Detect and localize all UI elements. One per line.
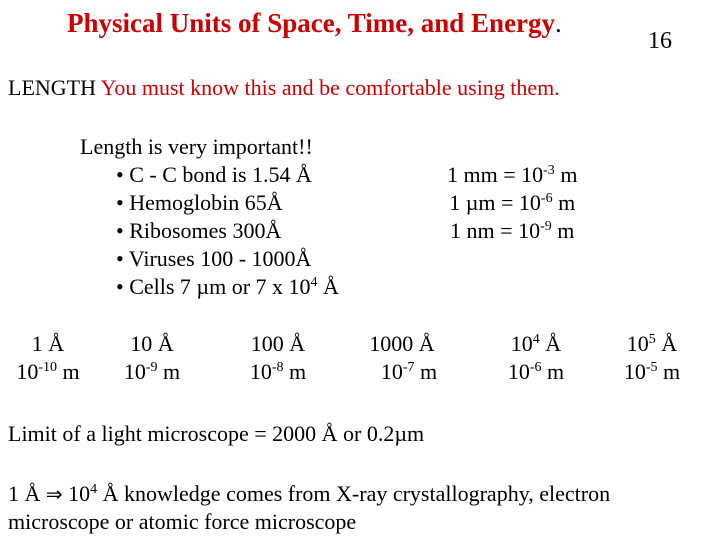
scale-item	[494, 330, 578, 386]
ang-exp: 4	[532, 332, 540, 347]
meter-base: 10	[623, 359, 646, 384]
slide-title	[67, 8, 562, 39]
scale-item	[112, 330, 192, 386]
slide-title-dot: .	[555, 8, 562, 38]
scale-meter	[8, 358, 88, 386]
ang-suffix: Å	[655, 331, 678, 356]
conversion-left: 1 µm = 10	[449, 190, 541, 215]
conversion-row	[447, 217, 577, 245]
list-item-cells	[80, 273, 339, 301]
scale-meter	[494, 358, 578, 386]
conversion-exp: -3	[543, 163, 555, 178]
list-item: • Ribosomes 300Å	[116, 218, 282, 243]
scale-angstrom: 100 Å	[250, 331, 306, 356]
conversion-unit: m	[552, 190, 576, 215]
list-item: • C - C bond is 1.54 Å	[116, 162, 312, 187]
meter-unit: m	[283, 359, 307, 384]
conversion-left: 1 mm = 10	[447, 162, 544, 187]
scale-item	[8, 330, 88, 386]
list-item: • Viruses 100 - 1000Å	[116, 246, 312, 271]
scale-angstrom: 1000 Å	[369, 331, 435, 356]
scale-meter	[112, 358, 192, 386]
conversion-row	[447, 161, 577, 189]
conversion-exp: -6	[540, 191, 553, 206]
meter-exp: -8	[271, 360, 284, 375]
conversion-exp: -9	[540, 219, 552, 234]
meter-unit: m	[157, 359, 181, 384]
knowledge-sources	[8, 480, 708, 536]
implies-arrow-icon: ⇒	[45, 482, 63, 506]
meter-exp: -6	[529, 360, 542, 375]
footer-exp: 4	[90, 482, 98, 497]
footer-start: 1 Å	[8, 481, 46, 506]
footer-mid: 10	[62, 481, 91, 506]
scale-meter	[236, 358, 320, 386]
length-note: You must know this and be comfortable using them.	[100, 75, 560, 100]
ang-base: 10	[510, 331, 533, 356]
meter-unit: m	[414, 359, 438, 384]
meter-base: 10	[507, 359, 530, 384]
length-keyword: LENGTH	[8, 75, 96, 100]
length-examples-heading: Length is very important!!	[80, 134, 313, 159]
meter-exp: -9	[145, 360, 158, 375]
conversion-left: 1 nm = 10	[450, 218, 541, 243]
scale-item	[610, 330, 694, 386]
meter-unit: m	[541, 359, 565, 384]
scale-angstrom: 1 Å	[31, 331, 65, 356]
slide-number: 16	[648, 28, 672, 54]
ang-base: 10	[626, 331, 649, 356]
scale-item	[236, 330, 320, 386]
cells-suffix: Å	[317, 274, 339, 299]
cells-exponent: 4	[310, 275, 318, 290]
scale-meter	[610, 358, 694, 386]
meter-base: 10	[249, 359, 272, 384]
ang-suffix: Å	[539, 331, 562, 356]
scale-item	[360, 330, 444, 386]
conversion-row	[447, 189, 577, 217]
list-item: • Hemoglobin 65Å	[116, 190, 283, 215]
conversion-unit: m	[554, 162, 578, 187]
scale-angstrom	[610, 330, 694, 358]
meter-base: 10	[380, 359, 403, 384]
meter-exp: -7	[402, 360, 415, 375]
length-header	[8, 75, 560, 101]
meter-unit: m	[57, 359, 80, 384]
meter-unit: m	[657, 359, 681, 384]
footer-rest: Å knowledge comes from X-ray crystallography, electron microscope or atomic force microscope	[8, 481, 611, 534]
meter-exp: -5	[645, 360, 658, 375]
unit-conversions	[447, 161, 577, 245]
scale-angstrom: 10 Å	[130, 331, 174, 356]
scale-angstrom	[494, 330, 578, 358]
scale-meter	[360, 358, 444, 386]
cells-prefix: • Cells 7 µm or 7 x 10	[116, 274, 311, 299]
meter-base: 10	[123, 359, 146, 384]
meter-exp: -10	[38, 360, 58, 375]
meter-base: 10	[16, 359, 39, 384]
ang-exp: 5	[648, 332, 656, 347]
slide-title-text: Physical Units of Space, Time, and Energy	[67, 8, 556, 38]
conversion-unit: m	[551, 218, 575, 243]
length-examples	[80, 133, 339, 301]
microscope-limit: Limit of a light microscope = 2000 Å or 0.2µm	[8, 421, 425, 446]
